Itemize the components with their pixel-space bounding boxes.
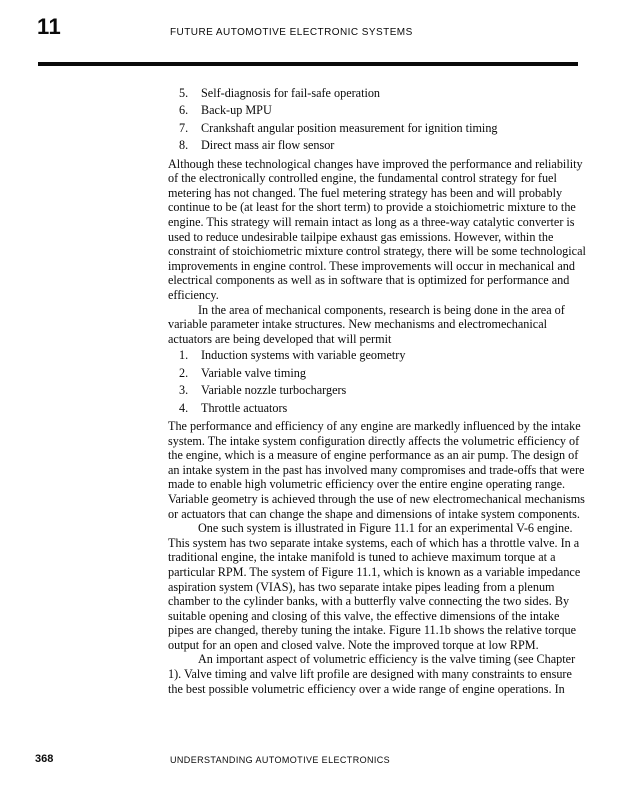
list-item-number: 6. [179,103,189,118]
list-item-text: Variable nozzle turbochargers [201,383,347,398]
paragraph-mechanical-research: In the area of mechanical components, research is being done in the area of variable parameter intake structures. New mechanisms and electromechanical actuators are being developed that will permit [168,302,565,346]
list-item-text: Throttle actuators [201,400,288,415]
list-item [168,365,588,382]
list-item-text: Induction systems with variable geometry [201,348,406,363]
numbered-list-lower [168,347,588,417]
running-foot-title: UNDERSTANDING AUTOMOTIVE ELECTRONICS [170,755,391,765]
list-item-text: Variable valve timing [201,365,306,380]
list-item [168,102,588,119]
running-head-title: FUTURE AUTOMOTIVE ELECTRONIC SYSTEMS [170,27,413,38]
numbered-list-upper [168,85,588,155]
paragraph-intake-system: The performance and efficiency of any engine are markedly influenced by the intake system. The intake system configuration directly affects the volumetric efficiency of the engine, which is a measure of engine performance as an air pump. The design of an intake system in the past has involved many compromises and trade-offs that were made to enable high volumetric efficiency over the entire engine operating range. Variable geometry is achieved through the use of new electromechanical mechanisms or actuators that can change the shape and dimensions of intake system components. [168,418,585,521]
text-column [168,84,588,696]
list-item [168,120,588,137]
list-item [168,347,588,364]
list-item-text: Direct mass air flow sensor [201,138,335,153]
list-item [168,382,588,399]
list-item-number: 7. [179,120,189,135]
list-item [168,85,588,102]
page-number: 368 [35,753,54,765]
list-item [168,137,588,154]
paragraph-vias-system: One such system is illustrated in Figure 11.1 for an experimental V-6 engine. This system has two separate intake systems, each of which has a throttle valve. In a traditional engine, the intake manifold is tuned to achieve maximum torque at a particular RPM. The system of Figure 11.1, which is known as a variable impedance aspiration system (VIAS), has two separate intake pipes leading from a plenum chamber to the cylinder banks, with a butterfly valve connecting the two sides. By suitable opening and closing of this valve, the effective dimensions of the intake pipes are changed, thereby tuning the intake. Figure 11.1b shows the relative torque output for an open and closed valve. Note the improved torque at low RPM. [168,521,581,652]
paragraph-valve-timing: An important aspect of volumetric efficiency is the valve timing (see Chapter 1). Valve timing and valve lift profile are designed with many constraints to ensure the best possible volumetric efficiency over a wide range of engine operations. In [168,652,576,696]
header-rule [38,62,578,66]
chapter-number: 11 [37,14,62,39]
list-item-text: Crankshaft angular position measurement for ignition timing [201,120,498,135]
list-item-number: 3. [179,383,189,398]
list-item-text: Back-up MPU [201,103,272,118]
paragraph-fuel-metering: Although these technological changes have improved the performance and reliability of the electronically controlled engine, the fundamental control strategy for fuel metering has not changed. The fuel metering strategy has been and will probably continue to be (at least for the short term) to provide a stoichiometric mixture to the engine. This strategy will remain intact as long as a three-way catalytic converter is used to reduce undesirable tailpipe exhaust gas emissions. However, within the constraint of stoichiometric mixture control strategy, there will be some technological improvements in engine control. These improvements will occur in mechanical and electrical components as well as in software that is optimized for performance and efficiency. [168,156,586,302]
list-item-number: 8. [179,138,189,153]
list-item-number: 4. [179,400,189,415]
list-item-number: 2. [179,365,189,380]
list-item-text: Self-diagnosis for fail-safe operation [201,86,381,100]
list-item [168,400,588,417]
list-item-number: 1. [179,348,189,363]
list-item-number: 5. [179,86,189,100]
